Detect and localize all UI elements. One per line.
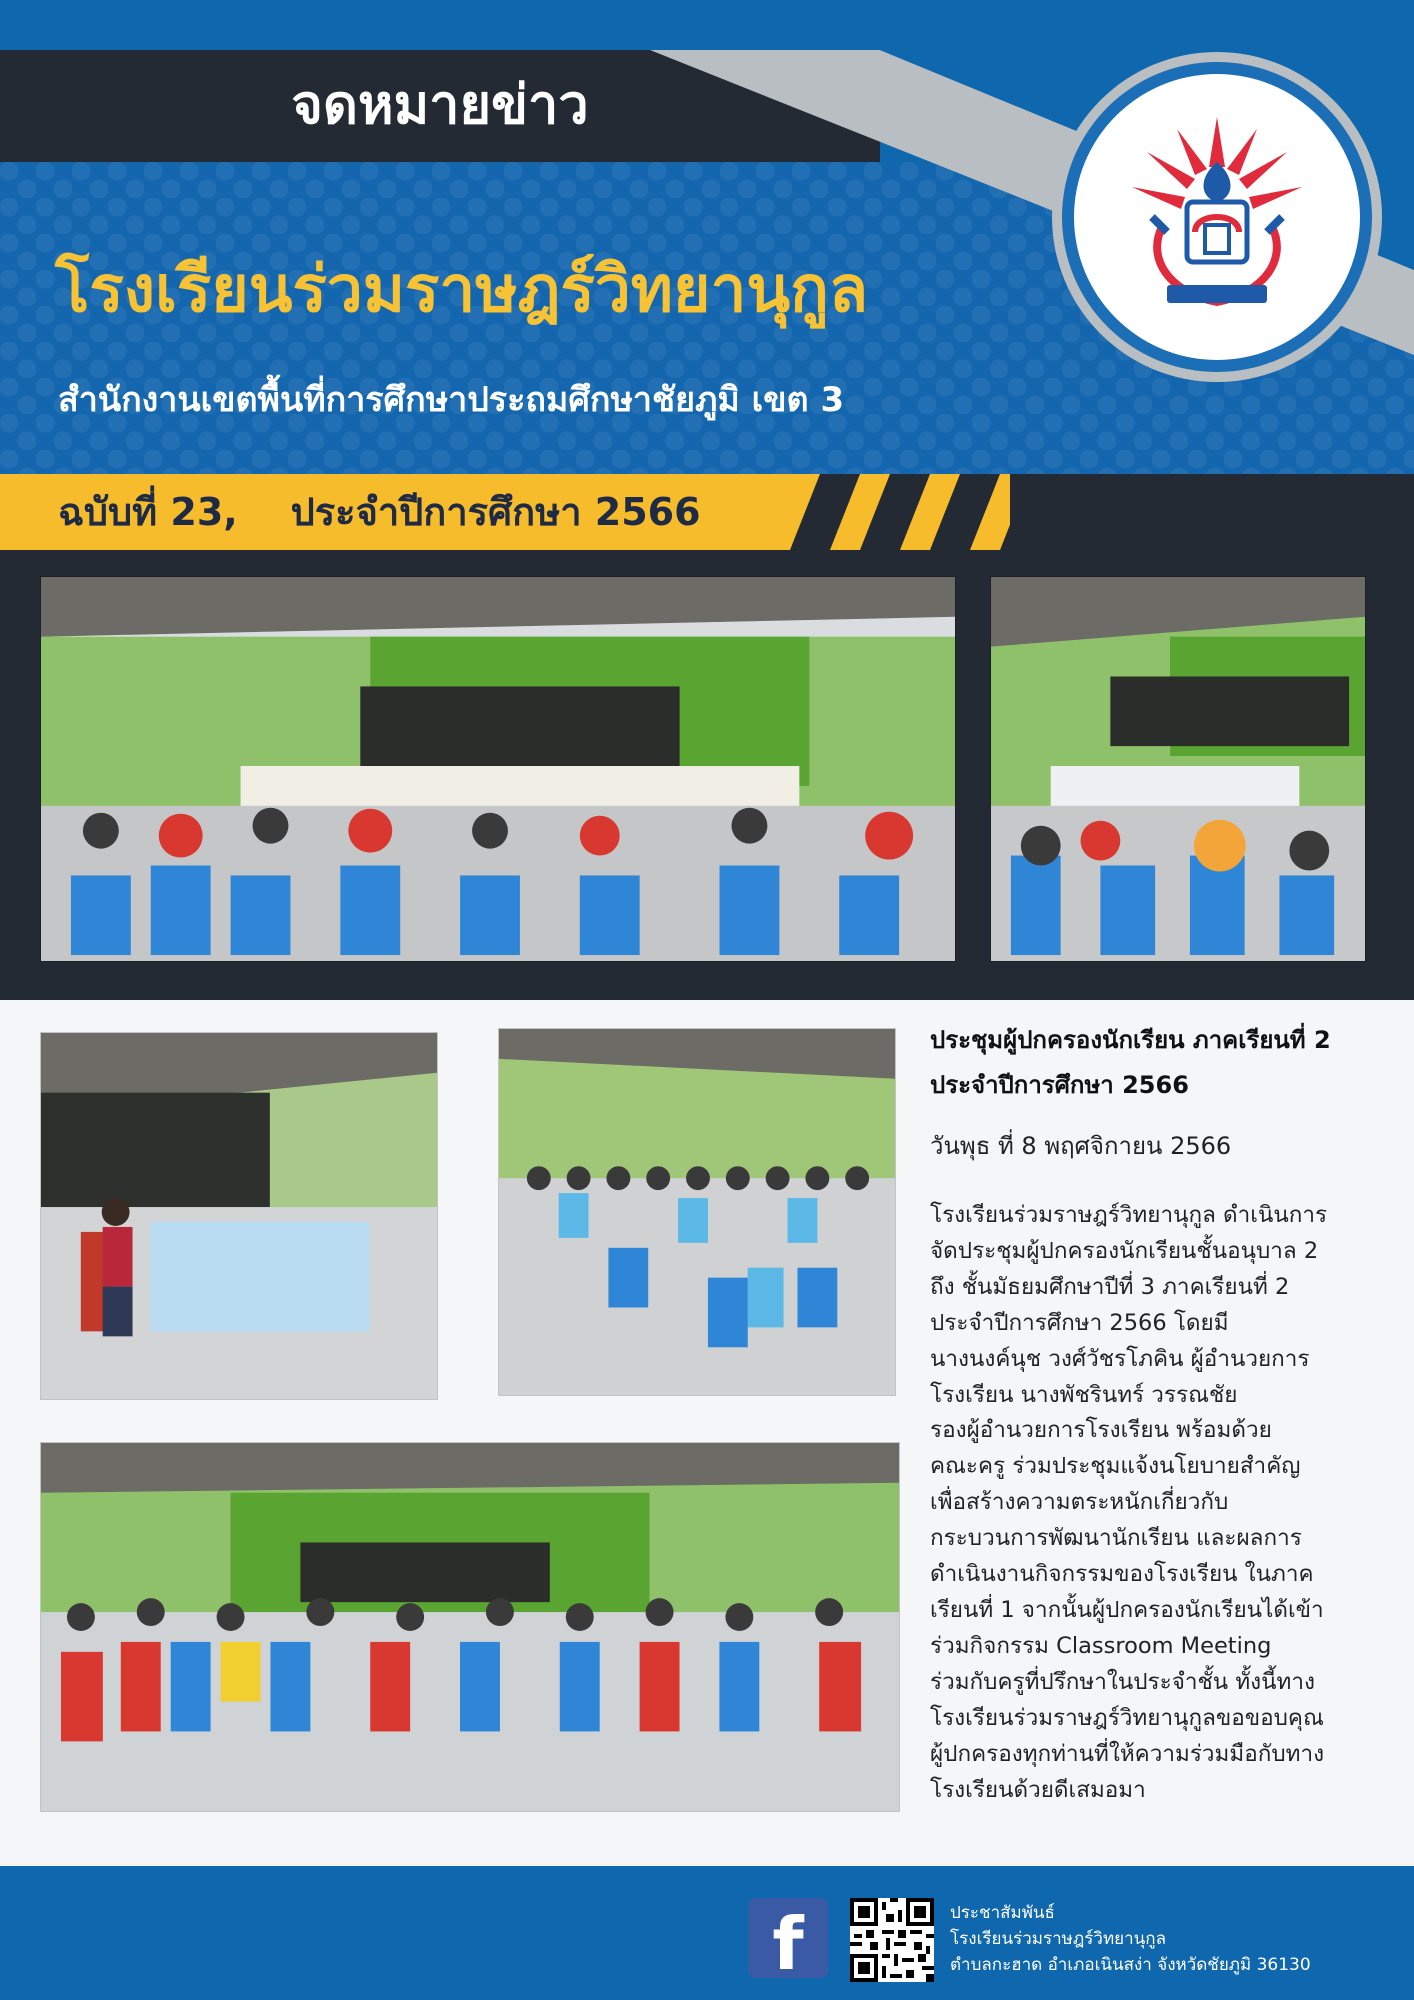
qr-code-icon[interactable] <box>850 1898 934 1982</box>
article-date: วันพุธ ที่ 8 พฤศจิกายน 2566 <box>930 1132 1232 1160</box>
article-title-line-1: ประชุมผู้ปกครองนักเรียน ภาคเรียนที่ 2 <box>930 1026 1331 1054</box>
article-body-line: ถึง ชั้นมัธยมศึกษาปีที่ 3 ภาคเรียนที่ 2 <box>930 1273 1290 1300</box>
photo-parents-seated <box>498 1028 896 1396</box>
article-body-line: ร่วมกิจกรรม Classroom Meeting <box>930 1632 1272 1659</box>
article-body-line: เรียนที่ 1 จากนั้นผู้ปกครองนักเรียนได้เข้า <box>930 1596 1324 1623</box>
article-title <box>930 1018 1390 1108</box>
article-body-line: ประจำปีการศึกษา 2566 โดยมี <box>930 1309 1229 1336</box>
photo-meeting-side <box>990 576 1366 962</box>
article-title-line-2: ประจำปีการศึกษา 2566 <box>930 1071 1189 1099</box>
issue-number: ฉบับที่ 23, ประจำปีการศึกษา 2566 <box>58 490 701 534</box>
photo-teacher-speaking <box>40 1032 438 1400</box>
article-body-line: โรงเรียนร่วมราษฎร์วิทยานุกูลขอขอบคุณ <box>930 1704 1324 1731</box>
article-body-line: กระบวนการพัฒนานักเรียน และผลการ <box>930 1525 1302 1552</box>
article-body <box>930 1198 1390 1818</box>
article-body-line: ร่วมกับครูที่ปรึกษาในประจำชั้น ทั้งนี้ทาง <box>930 1668 1315 1695</box>
article-body-line: โรงเรียนด้วยดีเสมอมา <box>930 1776 1146 1803</box>
footer-line-2: โรงเรียนร่วมราษฎร์วิทยานุกูล <box>950 1929 1166 1949</box>
facebook-icon[interactable]: f <box>748 1898 828 1978</box>
school-name-title: โรงเรียนร่วมราษฎร์วิทยานุกูล <box>55 253 869 327</box>
article-body-line: ดำเนินงานกิจกรรมของโรงเรียน ในภาค <box>930 1561 1314 1588</box>
school-emblem-icon <box>1107 107 1327 327</box>
article-body-line: รองผู้อำนวยการโรงเรียน พร้อมด้วย <box>930 1417 1272 1444</box>
article-body-line: เพื่อสร้างความตระหนักเกี่ยวกับ <box>930 1489 1229 1516</box>
article-body-line: จัดประชุมผู้ปกครองนักเรียนชั้นอนุบาล 2 <box>930 1237 1319 1264</box>
footer-contact <box>950 1900 1390 1980</box>
article-body-line: คณะครู ร่วมประชุมแจ้งนโยบายสำคัญ <box>930 1453 1301 1480</box>
photo-parents-wide <box>40 1442 900 1812</box>
article-body-line: โรงเรียน นางพัชรินทร์ วรรณชัย <box>930 1381 1238 1408</box>
article-body-line: ผู้ปกครองทุกท่านที่ให้ความร่วมมือกับทาง <box>930 1740 1325 1767</box>
newsletter-label: จดหมายข่าว <box>291 73 589 136</box>
article-body-line: โรงเรียนร่วมราษฎร์วิทยานุกูล ดำเนินการ <box>930 1202 1328 1228</box>
article-body-line: นางนงค์นุช วงศ์วัชรโภคิน ผู้อำนวยการ <box>930 1345 1310 1372</box>
photo-meeting-wide <box>40 576 956 962</box>
district-subtitle: สำนักงานเขตพื้นที่การศึกษาประถมศึกษาชัยภูมิ เขต 3 <box>58 380 845 420</box>
footer-line-1: ประชาสัมพันธ์ <box>950 1903 1055 1923</box>
issue-stripes <box>770 474 1010 550</box>
footer-line-3: ตำบลกะฮาด อำเภอเนินสง่า จังหวัดชัยภูมิ 36130 <box>950 1955 1311 1975</box>
